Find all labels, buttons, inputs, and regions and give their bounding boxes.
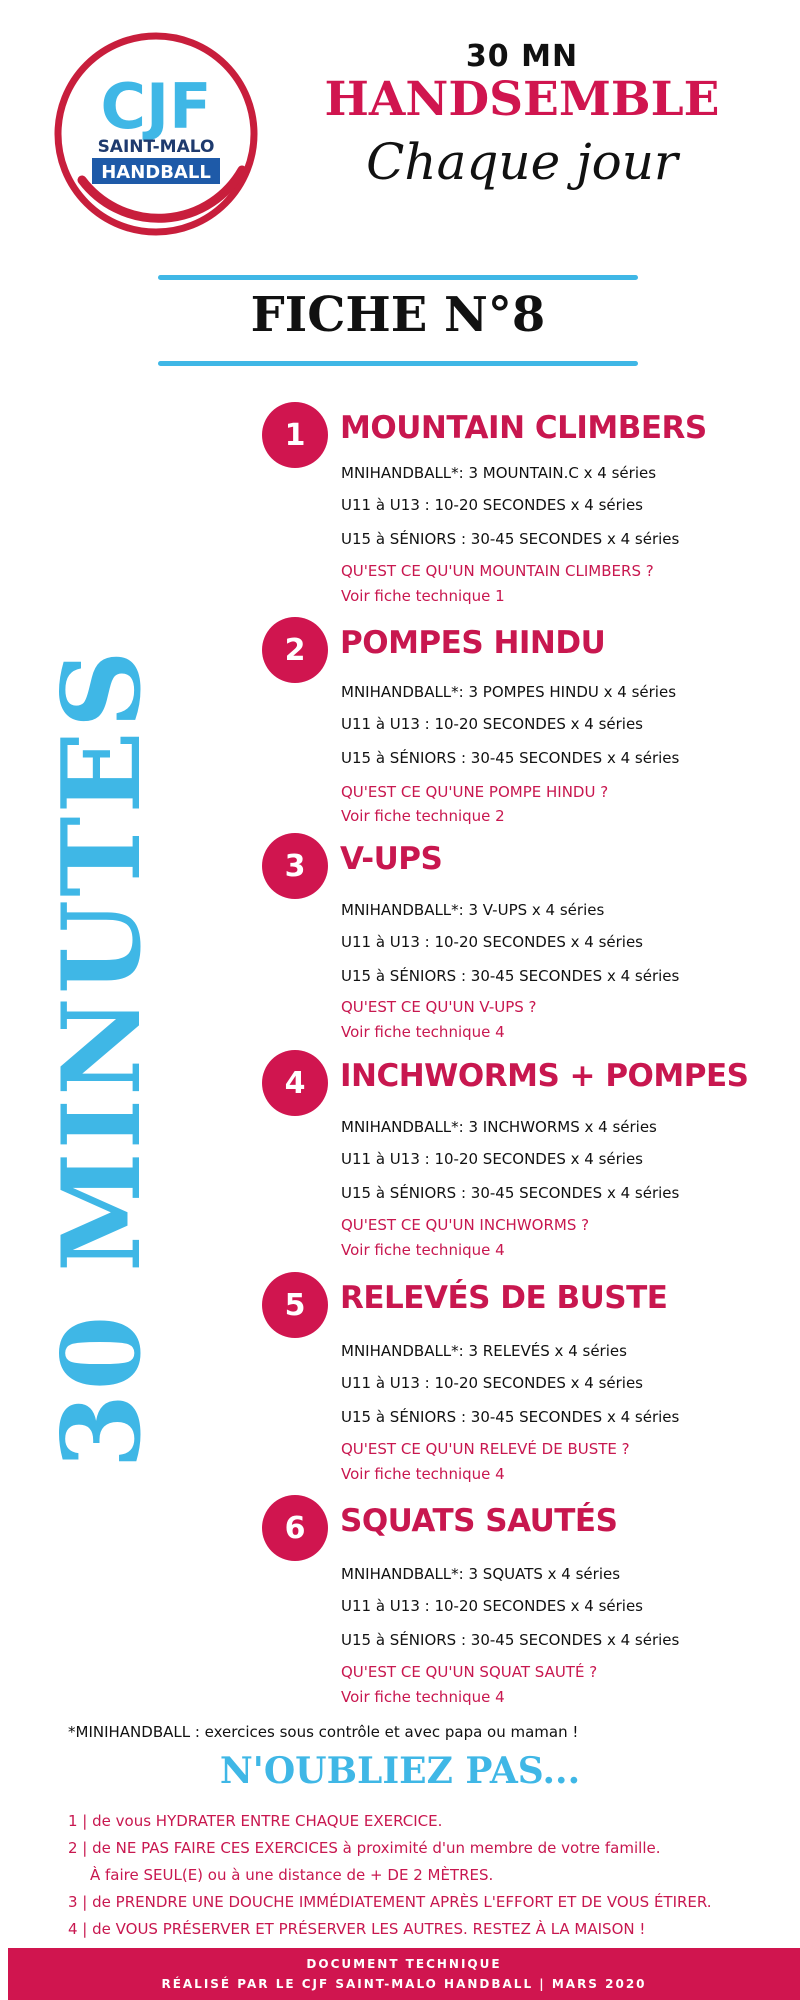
bottom-divider	[158, 361, 638, 366]
exercise-number-badge: 4	[262, 1050, 328, 1116]
exercise-minihandball-line: MNIHANDBALL*: 3 MOUNTAIN.C x 4 séries	[341, 464, 657, 482]
footer-banner	[8, 1948, 800, 2000]
top-divider	[158, 275, 638, 280]
exercise-u15-line: U15 à SÉNIORS : 30-45 SECONDES x 4 séries	[341, 1408, 680, 1426]
exercise-title: V-UPS	[340, 841, 443, 877]
vertical-30-minutes: 30 MINUTES	[39, 647, 165, 1469]
exercise-question-link[interactable]: QU'EST CE QU'UNE POMPE HINDU ?	[341, 783, 609, 801]
exercise-minihandball-line: MNIHANDBALL*: 3 INCHWORMS x 4 séries	[341, 1118, 657, 1136]
exercise-technical-sheet-link[interactable]: Voir fiche technique 1	[341, 587, 505, 605]
exercise-u11-line: U11 à U13 : 10-20 SECONDES x 4 séries	[341, 1597, 643, 1615]
reminder-item-2: 2 | de NE PAS FAIRE CES EXERCICES à proximité d'un membre de votre famille.	[68, 1839, 661, 1857]
exercise-question-link[interactable]: QU'EST CE QU'UN SQUAT SAUTÉ ?	[341, 1663, 598, 1681]
exercise-u11-line: U11 à U13 : 10-20 SECONDES x 4 séries	[341, 1150, 643, 1168]
exercise-technical-sheet-link[interactable]: Voir fiche technique 4	[341, 1023, 505, 1041]
exercise-technical-sheet-link[interactable]: Voir fiche technique 4	[341, 1688, 505, 1706]
exercise-title: INCHWORMS + POMPES	[340, 1058, 749, 1094]
exercise-technical-sheet-link[interactable]: Voir fiche technique 4	[341, 1241, 505, 1259]
exercise-number-badge: 1	[262, 402, 328, 468]
exercise-question-link[interactable]: QU'EST CE QU'UN INCHWORMS ?	[341, 1216, 590, 1234]
exercise-u15-line: U15 à SÉNIORS : 30-45 SECONDES x 4 séries	[341, 1631, 680, 1649]
exercise-question-link[interactable]: QU'EST CE QU'UN V-UPS ?	[341, 998, 537, 1016]
footer-banner-credit: RÉALISÉ PAR LE CJF SAINT-MALO HANDBALL | MARS 2020	[161, 1977, 647, 1991]
footer-banner-title: DOCUMENT TECHNIQUE	[306, 1957, 502, 1971]
exercise-u15-line: U15 à SÉNIORS : 30-45 SECONDES x 4 séries	[341, 1184, 680, 1202]
header-tagline: Chaque jour	[366, 133, 678, 191]
exercise-u11-line: U11 à U13 : 10-20 SECONDES x 4 séries	[341, 1374, 643, 1392]
exercise-title: RELEVÉS DE BUSTE	[340, 1280, 668, 1316]
exercise-minihandball-line: MNIHANDBALL*: 3 SQUATS x 4 séries	[341, 1565, 621, 1583]
minihandball-footnote: *MINIHANDBALL : exercices sous contrôle et avec papa ou maman !	[68, 1723, 579, 1741]
reminder-item-3: 3 | de PRENDRE UNE DOUCHE IMMÉDIATEMENT APRÈS L'EFFORT ET DE VOUS ÉTIRER.	[68, 1893, 712, 1911]
logo-city: SAINT-MALO	[97, 137, 215, 157]
exercise-u11-line: U11 à U13 : 10-20 SECONDES x 4 séries	[341, 933, 643, 951]
exercise-title: MOUNTAIN CLIMBERS	[340, 410, 707, 446]
fiche-title: FICHE N°8	[250, 287, 546, 343]
exercise-minihandball-line: MNIHANDBALL*: 3 RELEVÉS x 4 séries	[341, 1342, 627, 1360]
logo-sport: HANDBALL	[101, 162, 211, 183]
exercise-title: SQUATS SAUTÉS	[340, 1503, 618, 1539]
header-duration: 30 MN	[465, 39, 579, 74]
exercise-number-badge: 2	[262, 617, 328, 683]
exercise-u11-line: U11 à U13 : 10-20 SECONDES x 4 séries	[341, 496, 643, 514]
exercise-question-link[interactable]: QU'EST CE QU'UN MOUNTAIN CLIMBERS ?	[341, 562, 654, 580]
exercise-technical-sheet-link[interactable]: Voir fiche technique 2	[341, 807, 505, 825]
logo-letters: CJF	[100, 70, 212, 143]
exercise-number-badge: 6	[262, 1495, 328, 1561]
exercise-u15-line: U15 à SÉNIORS : 30-45 SECONDES x 4 séries	[341, 749, 680, 767]
reminder-item-4: 4 | de VOUS PRÉSERVER ET PRÉSERVER LES AUTRES. RESTEZ À LA MAISON !	[68, 1920, 646, 1938]
reminder-item-1: 1 | de vous HYDRATER ENTRE CHAQUE EXERCICE.	[68, 1812, 443, 1830]
club-logo-graphic	[52, 30, 260, 238]
exercise-minihandball-line: MNIHANDBALL*: 3 V-UPS x 4 séries	[341, 901, 605, 919]
exercise-minihandball-line: MNIHANDBALL*: 3 POMPES HINDU x 4 séries	[341, 683, 677, 701]
reminder-title: N'OUBLIEZ PAS...	[219, 1750, 581, 1792]
club-logo	[52, 30, 260, 238]
exercise-question-link[interactable]: QU'EST CE QU'UN RELEVÉ DE BUSTE ?	[341, 1440, 630, 1458]
header-program-name: HANDSEMBLE	[324, 72, 720, 127]
exercise-u15-line: U15 à SÉNIORS : 30-45 SECONDES x 4 séries	[341, 967, 680, 985]
exercise-technical-sheet-link[interactable]: Voir fiche technique 4	[341, 1465, 505, 1483]
exercise-number-badge: 5	[262, 1272, 328, 1338]
exercise-title: POMPES HINDU	[340, 625, 606, 661]
header-title-block	[316, 40, 728, 194]
exercise-u15-line: U15 à SÉNIORS : 30-45 SECONDES x 4 séries	[341, 530, 680, 548]
exercise-number-badge: 3	[262, 833, 328, 899]
exercise-u11-line: U11 à U13 : 10-20 SECONDES x 4 séries	[341, 715, 643, 733]
reminder-item-2-continued: À faire SEUL(E) ou à une distance de + DE 2 MÈTRES.	[90, 1866, 494, 1884]
